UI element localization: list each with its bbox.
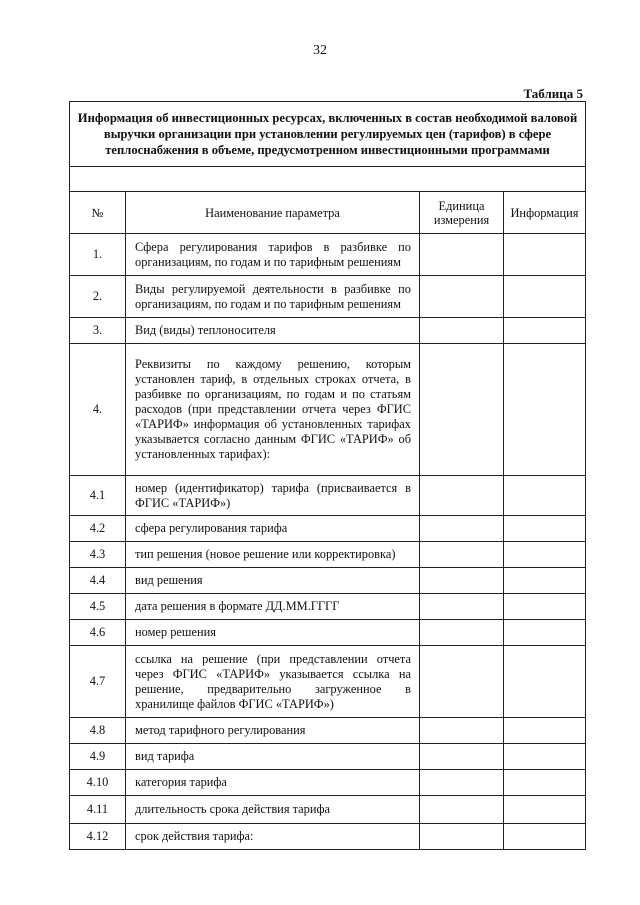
row-info-cell <box>504 542 586 568</box>
row-parameter-name: категория тарифа <box>126 770 420 796</box>
row-parameter-name: номер (идентификатор) тарифа (присваивается в ФГИС «ТАРИФ») <box>126 476 420 516</box>
row-parameter-name: ссылка на решение (при представлении отчета через ФГИС «ТАРИФ» указывается ссылка на решение, предварительно загруженное в хранилище файлов ФГИС «ТАРИФ») <box>126 646 420 718</box>
row-parameter-name: вид тарифа <box>126 744 420 770</box>
row-info-cell <box>504 344 586 476</box>
header-row <box>70 192 586 234</box>
row-parameter-name: длительность срока действия тарифа <box>126 796 420 824</box>
row-unit-cell <box>420 718 504 744</box>
row-unit-cell <box>420 620 504 646</box>
row-unit-cell <box>420 344 504 476</box>
table-row <box>70 718 586 744</box>
table-row <box>70 620 586 646</box>
header-unit: Единица измерения <box>420 192 504 234</box>
row-info-cell <box>504 568 586 594</box>
table-caption: Таблица 5 <box>523 86 583 101</box>
row-unit-cell <box>420 744 504 770</box>
row-number: 4.9 <box>70 744 126 770</box>
row-info-cell <box>504 744 586 770</box>
table-row <box>70 344 586 476</box>
table-body <box>70 234 586 850</box>
row-info-cell <box>504 796 586 824</box>
row-parameter-name: тип решения (новое решение или корректировка) <box>126 542 420 568</box>
row-unit-cell <box>420 542 504 568</box>
row-info-cell <box>504 718 586 744</box>
row-number: 1. <box>70 234 126 276</box>
blank-cell <box>70 167 586 192</box>
page-number: 32 <box>313 43 327 58</box>
header-info: Информация <box>504 192 586 234</box>
row-number: 4.12 <box>70 824 126 850</box>
table-row <box>70 594 586 620</box>
row-unit-cell <box>420 568 504 594</box>
row-parameter-name: Реквизиты по каждому решению, которым установлен тариф, в отдельных строках отчета, в разбивке по организациям, по годам и по статьям расходов (при представлении отчета через ФГИС «ТАРИФ» информация об установленных тарифах указывается согласно данным ФГИС «ТАРИФ» об установленных тарифах): <box>126 344 420 476</box>
row-number: 4.10 <box>70 770 126 796</box>
table-row <box>70 744 586 770</box>
row-parameter-name: Вид (виды) теплоносителя <box>126 318 420 344</box>
row-unit-cell <box>420 276 504 318</box>
blank-row <box>70 167 586 192</box>
row-unit-cell <box>420 476 504 516</box>
table-row <box>70 796 586 824</box>
row-number: 4.4 <box>70 568 126 594</box>
table-row <box>70 542 586 568</box>
row-parameter-name: Виды регулируемой деятельности в разбивке по организациям, по годам и по тарифным решениям <box>126 276 420 318</box>
row-info-cell <box>504 824 586 850</box>
table-row <box>70 476 586 516</box>
row-unit-cell <box>420 594 504 620</box>
row-info-cell <box>504 594 586 620</box>
row-info-cell <box>504 620 586 646</box>
row-number: 4.8 <box>70 718 126 744</box>
row-info-cell <box>504 234 586 276</box>
table-row <box>70 568 586 594</box>
row-info-cell <box>504 516 586 542</box>
row-number: 3. <box>70 318 126 344</box>
row-parameter-name: номер решения <box>126 620 420 646</box>
row-parameter-name: метод тарифного регулирования <box>126 718 420 744</box>
row-parameter-name: вид решения <box>126 568 420 594</box>
table-row <box>70 276 586 318</box>
row-parameter-name: срок действия тарифа: <box>126 824 420 850</box>
row-number: 4.3 <box>70 542 126 568</box>
table-title: Информация об инвестиционных ресурсах, включенных в состав необходимой валовой выручки организации при установлении регулируемых цен (тарифов) в сфере теплоснабжения в объеме, предусмотренном инвестиционными программами <box>70 102 586 167</box>
row-number: 4.6 <box>70 620 126 646</box>
row-info-cell <box>504 646 586 718</box>
table-row <box>70 318 586 344</box>
row-number: 4.2 <box>70 516 126 542</box>
row-parameter-name: сфера регулирования тарифа <box>126 516 420 542</box>
row-unit-cell <box>420 824 504 850</box>
row-number: 4.7 <box>70 646 126 718</box>
row-info-cell <box>504 276 586 318</box>
row-unit-cell <box>420 770 504 796</box>
row-info-cell <box>504 770 586 796</box>
table-row <box>70 646 586 718</box>
row-number: 4.11 <box>70 796 126 824</box>
table-row <box>70 770 586 796</box>
header-num: № <box>70 192 126 234</box>
row-number: 2. <box>70 276 126 318</box>
row-unit-cell <box>420 234 504 276</box>
row-unit-cell <box>420 796 504 824</box>
table-row <box>70 234 586 276</box>
row-unit-cell <box>420 318 504 344</box>
row-unit-cell <box>420 516 504 542</box>
row-info-cell <box>504 476 586 516</box>
row-parameter-name: Сфера регулирования тарифов в разбивке по организациям, по годам и по тарифным решениям <box>126 234 420 276</box>
row-number: 4.1 <box>70 476 126 516</box>
title-row <box>70 102 586 167</box>
header-name: Наименование параметра <box>126 192 420 234</box>
row-number: 4.5 <box>70 594 126 620</box>
table-row <box>70 516 586 542</box>
row-info-cell <box>504 318 586 344</box>
table-row <box>70 824 586 850</box>
row-unit-cell <box>420 646 504 718</box>
row-number: 4. <box>70 344 126 476</box>
row-parameter-name: дата решения в формате ДД.ММ.ГГГГ <box>126 594 420 620</box>
parameters-table <box>69 101 586 850</box>
